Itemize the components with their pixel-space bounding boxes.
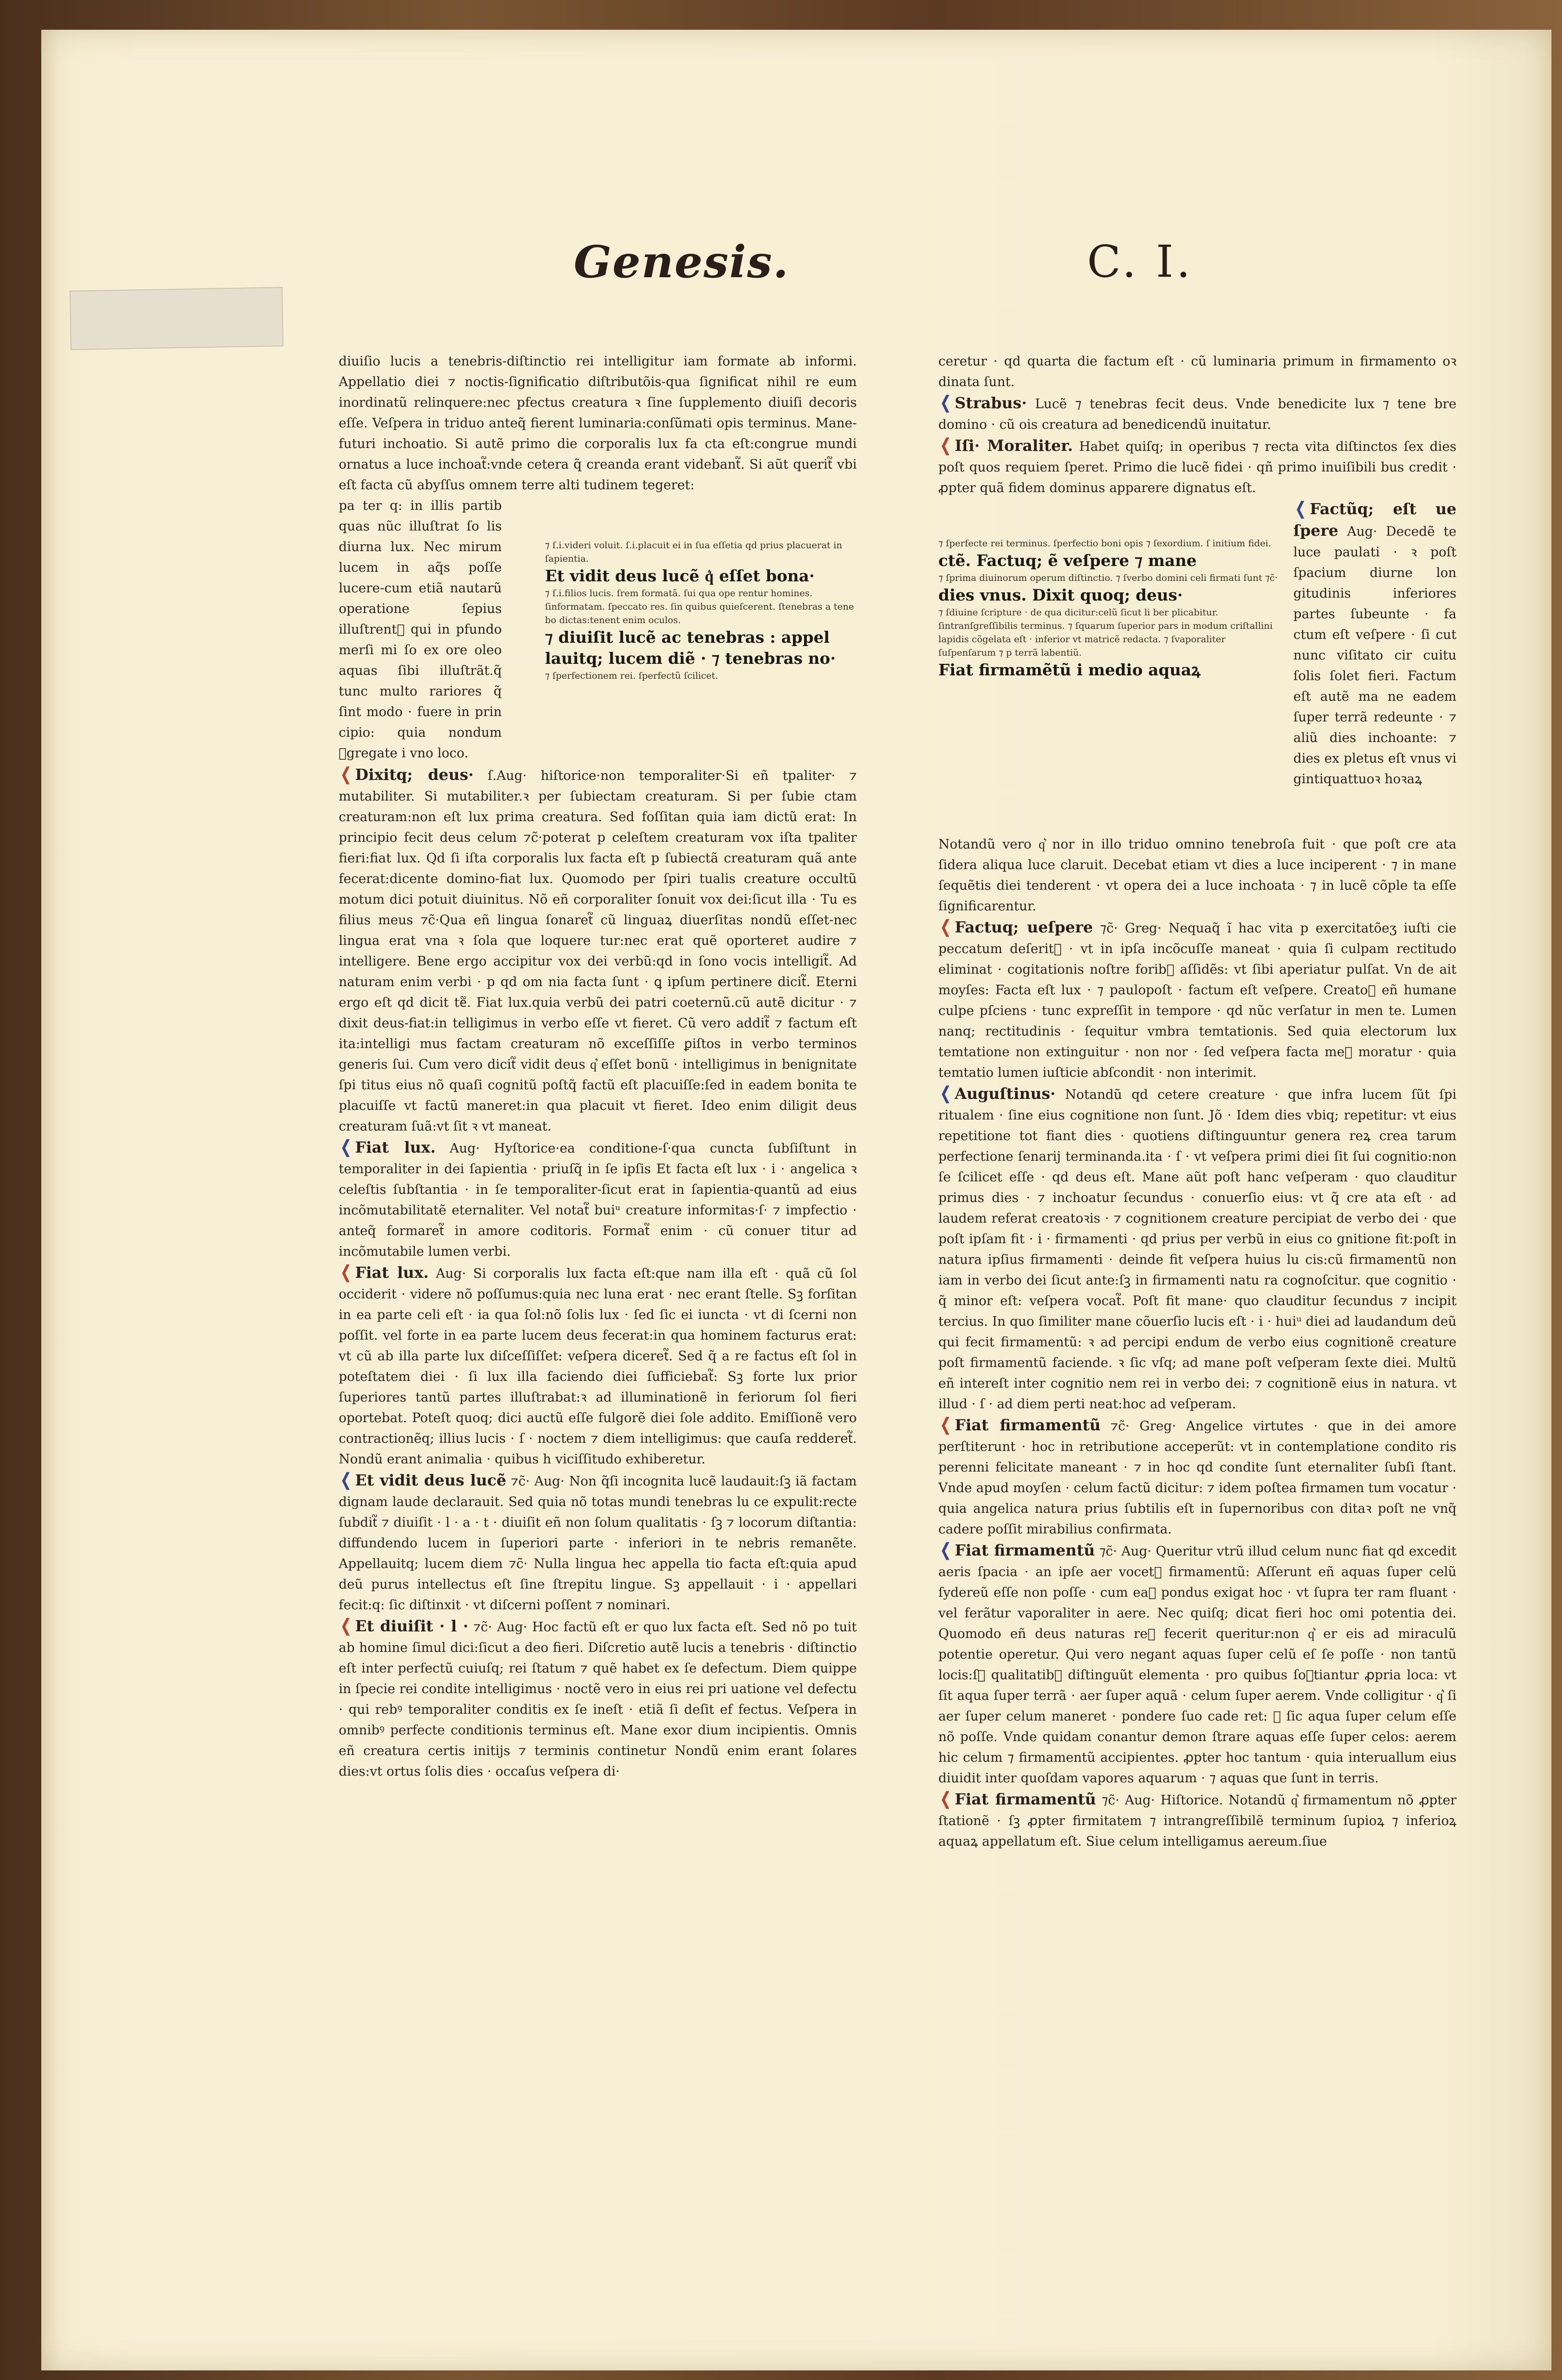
paragraph-text: Lucẽ ⁊ tenebras fecit deus. Vnde benedicite lux ⁊ tene bre domino · cũ ois creatura ad benedicendũ inuitatur. [938,397,1456,432]
paragraph-text: ⁊c̃· Aug· Queritur vtrũ illud celum nunc fiat qd excedit aeris ſpacia · an ipſe aer vocet᷑ firmamentũ: Aſſerunt eñ aquas ſuper celũ ſydereũ eſſe non poſſe · cum eaꝝ pondus exigat hoc · vt ſupra ter ram fluant · vel ferãtur vaporaliter in aere. Nec quiſq; dicat fieri hoc omi potentia dei. Quomodo eñ deus naturas reꝝ fecerit queritur:non q͛ er eis ad miraculũ potentie operetur. Qui vero negant aquas ſuper celũ eſ ſe poſſe · non tantũ locis:ſꝫ qualitatib᷑ diſtinguũt elementa · pro quibus ſoꝛtiantur ꝓpria loca: vt ſit aqua ſuper terrã · aer ſuper aquã · celum ſuper aerem. Vnde colligitur · q͛ ſi aer ſuper celum maneret · pondere ſuo cade ret: ꝛ ſic aqua ſuper celum eſſe nõ poſſe. Vnde quidam conantur demon ſtrare aquas eſſe ſuper celos: aerem hic celum ⁊ firmamentũ accipientes. ꝓpter hoc tantum · quia interuallum eius diuidit inter quoſdam vapores aquarum · ⁊ aquas que ſunt in terris. [938,1544,1456,1786]
gloss-note: ⁊ ſdiuine ſcripture · de qua dicitur:celũ ſicut li ber plicabitur. ſintranſgreſſibilis terminus. ⁊ ſquarum ſuperior pars in modum criſtallini lapidis cõgelata eſt · inferior vt matricẽ redacta. ⁊ ſvaporaliter ſuſpenſarum ⁊ p terrã labentiũ. [938,607,1273,658]
left-narrow-text: pa ter q: in illis partib quas nũc illuſtrat ſo lis diurna lux. Nec mirum lucem in aq̃s poſſe lucere-cum etiã nautarũ operatione ſepius illuſtrent᷑ qui in pfundo merſi mi ſo ex ore oleo aquas ſibi illuſtrãt.q̃ tunc multo rariores q̃ ſint modo · fuere in prin cipio: quia nondum ꝯgregate i vno loco. [339,498,502,761]
commentary-paragraph [938,1083,1456,1414]
paragraph-text: Aug· Decedẽ te luce paulati · ꝛ poſt ſpacium diurne lon gitudinis inferiores partes ſubeunte · fa ctum eſt veſpere · ſi cut nunc viſitato cir cuitu ſolis ſolet fieri. Factum eſt autẽ ma ne eadem ſuper terrã redeunte · ⁊ aliũ dies inchoante: ⁊ dies ex pletus eſt vnus vi gintiquattuoꝛ hoꝛaꝝ [1293,524,1456,787]
right-gloss-area [938,498,1456,834]
lemma: Iſi· Moraliter. [955,436,1073,455]
rubric-mark: ❬ [339,1615,354,1636]
paragraph-text: ſ.Aug· hiſtorice·non temporaliter·Si eñ tpaliter· ⁊ mutabiliter. Si mutabiliter.ꝛ per ſubiectam creaturam. Si per ſubie ctam creaturam:non eſt lux prima creatura. Sed foſſitan quia iam dictũ erat: In principio fecit deus celum ⁊c̃·poterat p celeſtem creaturam vox iſta tpaliter fieri:fiat lux. Qd ſi iſta corporalis lux facta eſt p ſubiectã creaturam quã ante fecerat:dicente domino-fiat lux. Quomodo per ſpiri tualis creature occultũ motum dici potuit diuinitus. Nõ eñ corporaliter ſonuit vox dei:ſicut illa · Tu es filius meus ⁊c̃·Qua eñ lingua ſonaret᷑ cũ linguaꝝ diuerſitas nondũ eſſet-nec lingua erat vna ꝛ ſola que loquere tur:nec erat quẽ oporteret audire ⁊ intelligere. Bene ergo accipitur vox dei verbũ:qd in ſono vocis intelligit᷑. Ad naturam enim verbi · p qd om nia facta ſunt · ꝗ ipſum pertinere dicit᷑. Eterni ergo eſt qd dicit te᷑. Fiat lux.quia verbũ dei patri coeternũ.cũ autẽ dicitur · ⁊ dixit deus-fiat:in telligimus in verbo eſſe vt fieret. Cũ vero addit᷑ ⁊ factum eſt ita:intelligi mus factam creaturam nõ exceſſiſſe ꝑiſtos in verbo terminos generis ſui. Cum vero dicit᷑ vidit deus q͛ eſſet bonũ · intelligimus in benignitate ſpi titus eius nõ quaſi cognitũ poſtq̃ factũ eſt placuiſſe:ſed in eadem bonita te placuiſſe vt factũ maneret:in qua placuit vt fieret. Ideo enim diligit deus creaturam ſuã:vt ſit ꝛ vt maneat. [339,768,857,1134]
lemma: Factuq; ueſpere [955,918,1093,936]
commentary-paragraph [339,1615,857,1782]
scripture-line: Fiat firmamẽtũ i medio aquaꝝ [938,660,1201,679]
gloss-note: ⁊ ſ.i.videri voluit. ſ.i.placuit ei in ſua eſſetia qd prius placuerat in ſapientia. [545,540,842,564]
lemma: Et diuiſit · l · [355,1617,469,1635]
gloss-note: ⁊ ſperfectionem rei. ſperfectũ ſcilicet. [545,671,718,681]
lemma: Fiat firmamentũ [955,1541,1095,1559]
rubric-mark: ❬ [1293,498,1308,518]
gloss-note: ⁊ ſperfecte rei terminus. ſperfectio boni opis ⁊ ſexordium. ſ initium fidei. [938,538,1271,549]
left-column [339,351,857,1782]
rubric-mark: ❬ [938,1414,953,1435]
right-narrow-block [1293,498,1456,789]
paragraph-text: ⁊c̃· Greg· Nequaq̃ ĩ hac vita p exercitatõeʒ iuſti cie peccatum deſerit᷑ · vt in ipſa incõcuſſe maneat · quia ſi culpam rectitudo eliminat · cogitationis noſtre forib᷑ aſſidẽs: vt ſibi aperiatur pulſat. Vn de ait moyſes: Facta eſt lux · ⁊ paulopoſt · factum eſt veſpere. Creatoꝛ eñ humane culpe pſciens · tunc expreſſit in tempore · qd nũc verſatur in men te. Lumen nanq; rectitudinis · ſequitur vmbra temtationis. Sed quia electorum lux temtatione non extinguitur · non nor · ſed veſpera facta meꝛ moratur · quia temtatio lumen iuſticie abſcondit · non interimit. [938,921,1456,1080]
paragraph-text: Habet quiſq; in operibus ⁊ recta vita diſtinctos ſex dies poſt quos requiem ſperet. Primo die lucẽ fidei · qñ primo inuiſibili bus credit · ꝓpter quã fidem dominus apparere dignatus eſt. [938,439,1456,495]
scripture-line: dies vnus. Dixit quoq; deus· [938,586,1183,604]
commentary-paragraph [938,917,1456,1083]
lemma: Factũq; eſt ue ſpere [1293,500,1456,540]
rubric-mark: ❬ [339,764,354,784]
rubric-mark: ❬ [339,1137,354,1157]
lemma: Fiat lux. [355,1263,429,1282]
right-intro: ceretur · qd quarta die factum eſt · cũ luminaria primum in firmamento oꝛ dinata ſunt. [938,354,1456,389]
scripture-line: Et vidit deus lucẽ q͛ eſſet bona· [545,566,815,585]
rubric-mark: ❬ [938,392,953,412]
page-tab [70,287,284,350]
manuscript-page [41,30,1551,2370]
left-interlinear-gloss [545,539,857,683]
paragraph-text: Notandũ qd cetere creature · que infra lucem ſũt ſpi ritualem · ſine eius cognitione non ſunt. Jõ · Idem dies vbiq; repetitur: vt eius repetitione tot fiant dies · quotiens diſtinguuntur genera reꝝ crea tarum perfectione ſenarij terminanda.ita · ſ · vt veſpera primi diei ſit ſui cognitio:non ſe ſcilicet eſſe · qd deus eſt. Mane aũt poſt hanc veſperam · quo clauditur primus dies · ⁊ inchoatur ſecundus · conuerſio eius: vt q̃ cre ata eſt · ad laudem referat creatoꝛis · ⁊ cognitionem creature percipiat de verbo dei · que poſt ipſam fit · i · firmamenti · qd prius per verbũ in eius co gnitione fit:poſt in natura ipſius firmamenti · deinde fit veſpera huius lu cis:cũ firmamentũ non iam in verbo dei ſicut ante:ſꝫ in firmamenti natu ra cognoſcitur. que cognitio · q̃ minor eſt: veſpera vocat᷑. Poſt fit mane· quo clauditur ſecundus ⁊ incipit tercius. In quo ſimiliter mane cõuerſio lucis eſt · i · huiᵘ diei ad laudandum deũ qui fecit firmamentũ: ꝛ ad percipi endum de verbo eius cognitionẽ creature poſt firmamentũ faciende. ꝛ ſic vſq; ad mane poſt veſperam ſexte diei. Multũ eñ intereſt inter cognitio nem rei in verbo dei: ⁊ cognitionẽ eius in natura. vt illud · ſ · ad diem perti neat:hoc ad veſperam. [938,1087,1456,1412]
rubric-mark: ❬ [339,1262,354,1282]
left-intro: diuiſio lucis a tenebris-diſtinctio rei intelligitur iam formate ab informi. Appellatio diei ⁊ noctis-ſignificatio diſtributõis-qua ſignificat nihil re eum inordinatũ relinquere:nec pfectus creatura ꝛ ſine ſupplemento diuiſi decoris eſſe. Veſpera in triduo anteq̃ fierent luminaria:conſũmati opis terminus. Mane-futuri inchoatio. Si autẽ primo die corporalis lux fa cta eſt:congrue mundi ornatus a luce inchoat᷑:vnde cetera q̃ creanda erant videbant᷑. Si aũt querit᷑ vbi eſt facta cũ abyſſus omnem terre alti tudinem tegeret: [339,354,857,493]
scripture-line: ⁊ diuiſit lucẽ ac tenebras : appel lauitq; lucem diẽ · ⁊ tenebras no· [545,628,836,668]
paragraph-text: ⁊c̃· Aug· Non q̃ſi incognita lucẽ laudauit:ſꝫ iã factam dignam laude declarauit. Sed quia nõ totas mundi tenebras lu ce expulit:recte ſubdit᷑ ⁊ diuiſit · l · a · t · diuiſit eñ non ſolum qualitatis · ſꝫ ⁊ locorum diſtantia: diffundendo lucem in ſuperiori parte · inferiori in te nebris remanẽte. Appellauitq; lucem diem ⁊c̃· Nulla lingua hec appella tio facta eſt:quia apud deũ purus intellectus eſt ſine ſtrepitu lingue. Sꝫ appellauit · i · appellari fecit:q: ſic diſtinxit · vt diſcerni poſſent ⁊ nominari. [339,1474,857,1613]
rubric-mark: ❬ [938,1540,953,1560]
commentary-paragraph: Notandũ vero q͛ nor in illo triduo omnino tenebroſa fuit · que poſt cre ata ſidera aliqua luce claruit. Decebat etiam vt dies a luce inciperent · ⁊ in mane ſequẽtis diei tenderent · vt opera dei a luce inchoata · ⁊ in lucẽ cõple ta eſſe ſignificarentur. [938,837,1456,914]
commentary-paragraph [938,1789,1456,1852]
lemma: Auguſtinus· [955,1084,1056,1103]
paragraph-text: ⁊c̃· Aug· Hiſtorice. Notandũ q͛ firmamentum nõ ꝓpter ſtationẽ · ſꝫ ꝓpter firmitatem ⁊ intrangreſſibilẽ terminum ſupioꝝ ⁊ inferioꝝ aquaꝝ appellatum eſt. Siue celum intelligamus aereum.ſiue [938,1793,1456,1849]
paragraph-text: ⁊c̃· Greg· Angelice virtutes · que in dei amore perſtiterunt · hoc in retributione acceperũt: vt in contemplatione condito ris perenni felicitate maneant · ⁊ in hoc qd condite ſunt eternaliter ſubſi ſtant. Vnde apud moyſen · celum factũ dicitur: ⁊ idem poſtea firmamen tum vocatur · quia angelica natura prius ſubtilis eſt in ſupernoribus con ditaꝛ poſt ne vnq̃ cadere poſſit mirabilius confirmata. [938,1419,1456,1537]
commentary-paragraph [339,1262,857,1470]
commentary-paragraph [339,1137,857,1262]
commentary-paragraph [938,1540,1456,1789]
rubric-mark: ❬ [938,917,953,937]
right-column [938,351,1456,1852]
paragraph-text: ⁊c̃· Aug· Hoc factũ eſt er quo lux facta eſt. Sed nõ po tuit ab homine ſimul dici:ſicut a deo fieri. Diſcretio autẽ lucis a tenebris · diſtinctio eſt inter perfectũ cuiuſq; rei ſtatum ⁊ quẽ habet ex ſe defectum. Diem quippe in ſpecie rei condite intelligimus · noctẽ vero in eius rei pri uatione vel defectu · qui rebꝰ temporaliter conditis ex ſe ineſt · etiã ſi deſit ef fectus. Veſpera in omnibꝰ perfecte conditionis terminus eſt. Mane exor dium incipientis. Omnis eñ creatura certis initijs ⁊ terminis continetur Nondũ enim erant ſolares dies:vt ortus ſolis dies · occaſus veſpera di· [339,1620,857,1779]
gloss-note: ⁊ ſ.i.filios lucis. ſrem formatã. ſui qua ope rentur homines. ſinformatam. ſpeccato res. ſin quibus quieſcerent. ſtenebras a tene bo dictas:tenent enim oculos. [545,588,854,625]
chapter-title: C. I. [1087,236,1194,287]
lemma: Dixitq; deus· [355,766,474,784]
rubric-mark: ❬ [339,1470,354,1490]
lemma: Fiat lux. [355,1138,436,1156]
left-gloss-area [339,495,857,764]
commentary-paragraph [938,392,1456,435]
rubric-mark: ❬ [938,1083,953,1103]
right-interlinear-gloss [938,537,1284,681]
commentary-paragraph [1293,498,1456,789]
commentary-paragraph [339,1470,857,1615]
commentary-paragraph [339,764,857,1137]
rubric-mark: ❬ [938,1789,953,1809]
commentary-paragraph [938,1414,1456,1540]
lemma: Fiat firmamentũ [955,1416,1101,1434]
lemma: Fiat firmamentũ [955,1790,1096,1808]
commentary-paragraph [938,435,1456,498]
paragraph-text: Aug· Si corporalis lux facta eſt:que nam illa eſt · quã cũ ſol occiderit · videre nõ poſſumus:quia nec luna erat · nec erant ſtelle. Sꝫ forſitan in ea parte celi eſt · ia qua ſol:nõ ſolis lux · ſed ſic ei iuncta · vt di ſcerni non poſſit. vel forte in ea parte lucem deus fecerat:in qua hominem facturus erat: vt cũ ab illa parte lux diſceſſiſſet: veſpera diceret᷑. Sed q̃ a re factus eſt ſol in poteſtatem diei · ſi lux illa faciendo diei ſufficiebat᷑: Sꝫ forte lux prior ſuperiores tantũ partes illuſtrabat:ꝛ ad illuminationẽ in feriorum ſol fieri oportebat. Poteſt quoq; dici auctũ eſſe fulgorẽ diei ſole addito. Emiſſionẽ vero contractionẽq; illius lucis · ſ · noctem ⁊ diem intelligimus: que cauſa redderet᷑. Nondũ erant animalia · quibus h viciſſitudo exhiberetur. [339,1266,857,1467]
lemma: Strabus· [955,394,1027,412]
gloss-note: ⁊ ſprima diuinorum operum diſtinctio. ⁊ ſverbo domini celi firmati ſunt ⁊c̃· [938,573,1278,583]
rubric-mark: ❬ [938,435,953,455]
scripture-line: ctẽ. Factuq; ẽ veſpere ⁊ mane [938,551,1197,570]
lemma: Et vidit deus lucẽ [355,1471,507,1489]
paragraph-text: Aug· Hyſtorice·ea conditione-ſ·qua cuncta ſubſiſtunt in temporaliter in dei ſapientia · priuſq̃ in ſe ipſis Et facta eſt lux · i · angelica ꝛ celeſtis ſubſtantia · in ſe temporaliter-ſicut erat in ſapientia-quantũ ad eius incõmutabilitatẽ eternaliter. Vel notat᷑ buiᵘ creature informitas·ſ· ⁊ impfectio · anteq̃ formaret᷑ in amore coditoris. Format᷑ enim · cũ conuer titur ad incõmutabile lumen verbi. [339,1141,857,1259]
book-title: Genesis. [574,236,790,288]
